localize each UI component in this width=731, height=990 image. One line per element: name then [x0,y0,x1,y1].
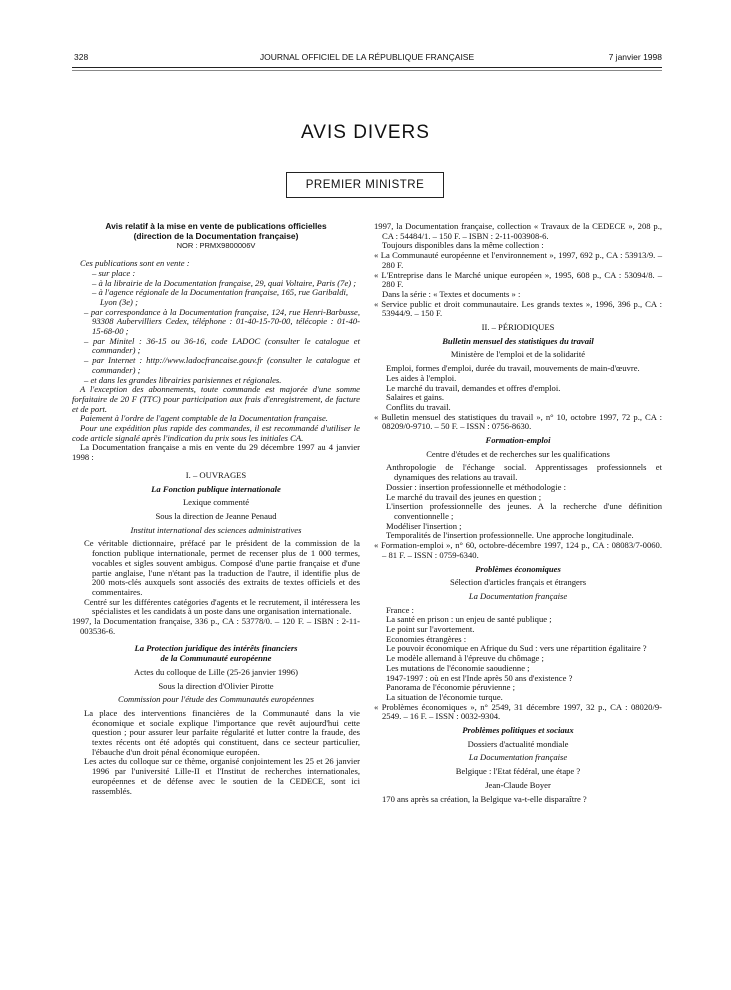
paragraph: – par Internet : http://www.ladocfrancaise.gouv.fr (consulter le catalogue et commander) ; [84,355,360,375]
paragraph: Problèmes économiques [475,563,561,574]
paragraph: Le marché du travail des jeunes en question ; [386,491,542,502]
paragraph: Toujours disponibles dans la même collection : [382,240,544,251]
paragraph: Panorama de l'économie péruvienne ; [386,682,515,693]
paragraph: I. – OUVRAGES [185,469,247,480]
paragraph: Pour une expédition plus rapide des commandes, il est recommandé d'utiliser le code article signalé après l'indication du prix sous les initiales CA. [72,423,360,443]
paragraph: Le marché du travail, demandes et offres d'emploi. [386,382,561,393]
paragraph: Bulletin mensuel des statistiques du travail [442,335,594,346]
paragraph: Sélection d'articles français et étrangers [449,577,587,588]
paragraph: Salaires et gains. [386,392,444,403]
paragraph: Emploi, formes d'emploi, durée du travail, mouvements de main-d'œuvre. [386,363,640,374]
paragraph: Le pouvoir économique en Afrique du Sud : vers une répartition égalitaire ? [386,643,647,654]
paragraph: – et dans les grandes librairies parisiennes et régionales. [84,374,282,385]
paragraph: Le point sur l'avortement. [386,624,475,635]
paragraph: Sous la direction d'Olivier Pirotte [158,680,274,691]
paragraph: Lexique commenté [182,497,250,508]
header-rule-secondary [72,70,662,71]
paragraph: Le modèle allemand à l'épreuve du chômage ; [386,653,544,664]
paragraph: – par Minitel : 36-15 ou 36-16, code LADOC (consulter le catalogue et commander) ; [84,335,360,356]
page-title: AVIS DIVERS [301,122,430,143]
paragraph: – par correspondance à la Documentation française, 124, rue Henri-Barbusse, 93308 Aubervilliers Cedex, téléphone : 01-40-15-70-00, télécopie : 01-40-15-68-00 ; [84,306,360,337]
paragraph: Ministère de l'emploi et de la solidarité [450,349,586,360]
paragraph: – à l'agence régionale de la Documentation française, 165, rue Garibaldi, Lyon (3e) ; [92,287,349,307]
paragraph: Temporalités de l'insertion professionnelle. Une approche longitudinale. [386,530,634,541]
paragraph: 1997, la Documentation française, 336 p., CA : 53778/0. – 120 F. – ISBN : 2-11-003536-6. [72,616,360,636]
paragraph: Paiement à l'ordre de l'agent comptable de la Documentation française. [80,413,328,424]
paragraph: Les aides à l'emploi. [386,372,457,383]
left-column [72,222,360,796]
paragraph: Avis relatif à la mise en vente de publications officielles [105,221,327,231]
paragraph: – sur place : [92,267,136,278]
paragraph: La Documentation française [468,752,568,763]
paragraph: Commission pour l'étude des Communautés européennes [117,694,315,705]
paragraph: France : [386,604,414,615]
paragraph: « Problèmes économiques », n° 2549, 31 décembre 1997, 32 p., CA : 08020/9-2549. – 16 F. – ISSN : 0032-9304. [374,701,662,722]
paragraph: Economies étrangères : [386,633,467,644]
paragraph: La Fonction publique internationale [151,483,281,494]
paragraph: NOR : PRMX9800006V [176,241,256,251]
paragraph: Ces publications sont en vente : [80,258,190,269]
paragraph: de la Communauté européenne [160,653,272,664]
header-rule [72,67,662,68]
paragraph: Formation-emploi [485,435,551,446]
paragraph: « Formation-emploi », n° 60, octobre-décembre 1997, 124 p., CA : 08083/7-0060. – 81 F. – ISSN : 0759-6340. [374,540,662,560]
paragraph: Dossiers d'actualité mondiale [467,738,569,749]
paragraph: Anthropologie de l'échange social. Apprentissages professionnels et dynamiques des relations au travail. [386,462,662,483]
paragraph: La Protection juridique des intérêts financiers [134,643,298,654]
paragraph: Problèmes politiques et sociaux [462,725,574,736]
paragraph: La Documentation française a mis en vente du 29 décembre 1997 au 4 janvier 1998 : [72,442,360,463]
paragraph: Dossier : insertion professionnelle et méthodologie : [386,481,566,492]
paragraph: A l'exception des abonnements, toute commande est majorée d'une somme forfaitaire de 20 F (TTC) pour participation aux frais d'enregistrement, de facture et de port. [72,384,360,414]
paragraph: « L'Entreprise dans le Marché unique européen », 1995, 608 p., CA : 53094/8. – 280 F. [374,269,662,290]
paragraph: Belgique : l'Etat fédéral, une étape ? [455,766,581,777]
paragraph: 170 ans après sa création, la Belgique va-t-elle disparaître ? [382,793,587,804]
paragraph: Institut international des sciences administratives [130,524,302,535]
paragraph: 1947-1997 : où en est l'Inde après 50 ans d'existence ? [386,672,573,683]
paragraph: « Bulletin mensuel des statistiques du travail », n° 10, octobre 1997, 72 p., CA : 08209/0-9710. – 50 F. – ISSN : 0756-8630. [374,411,662,432]
paragraph: La place des interventions financières de la Communauté dans la vie économique et sociale explique l'importance que revêt aujourd'hui cette question ; pour assurer leur parfaite régularité et lutter contre la fraude, des textes récents ont été adoptés qui constituent, dans ce secteur particulier, l'ébauche d'un droit pénal économique européen. [84,707,360,757]
paragraph: Modéliser l'insertion ; [386,520,462,531]
paragraph: Ce véritable dictionnaire, préfacé par le président de la commission de la fonction publique internationale, permet de recenser plus de 1 000 termes, vocables et sigles souvent ambigus. Composé d'une partie française et d'une partie anglaise, l'une n'étant pas la traduction de l'autre, il identifie plus de 200 mots-clés auxquels sont associés des extraits de textes officiels et des commentaires. [84,538,360,597]
paragraph: Actes du colloque de Lille (25-26 janvier 1996) [134,666,298,677]
paragraph: « Service public et droit communautaire. Les grands textes », 1996, 396 p., CA : 53944/9. – 150 F. [374,298,662,319]
section-box: PREMIER MINISTRE [286,172,444,198]
paragraph: Conflits du travail. [386,401,451,412]
paragraph: La situation de l'économie turque. [386,691,503,702]
paragraph: II. – PÉRIODIQUES [481,322,555,333]
paragraph: Les mutations de l'économie saoudienne ; [386,662,530,673]
paragraph: Sous la direction de Jeanne Penaud [155,510,277,521]
paragraph: Centre d'études et de recherches sur les qualifications [426,448,610,459]
paragraph: 1997, la Documentation française, collection « Travaux de la CEDECE », 208 p., CA : 54484/1. – 150 F. – ISBN : 2-11-003908-6. [374,221,662,241]
paragraph: – à la librairie de la Documentation française, 29, quai Voltaire, Paris (7e) ; [92,277,357,288]
paragraph: La santé en prison : un enjeu de santé publique ; [386,614,552,625]
paragraph: Centré sur les différentes catégories d'agents et le recrutement, il intéressera les spécialistes et les candidats à un poste dans une organisation internationale. [84,596,360,617]
paragraph: Les actes du colloque sur ce thème, organisé conjointement les 25 et 26 janvier 1996 par l'université Lille-II et l'Institut de recherches internationales, européennes et de défense avec le soutien de la CEDECE, sont ici rassemblés. [84,756,360,796]
paragraph: Dans la série : « Textes et documents » : [382,288,521,299]
page-number: 328 [74,52,89,62]
paragraph: La Documentation française [468,590,568,601]
paragraph: « La Communauté européenne et l'environnement », 1997, 692 p., CA : 53913/9. – 280 F. [374,250,662,270]
journal-title: JOURNAL OFFICIEL DE LA RÉPUBLIQUE FRANÇAISE [259,52,475,62]
issue-date: 7 janvier 1998 [608,52,662,62]
right-column [374,222,662,804]
paragraph: Jean-Claude Boyer [485,779,551,790]
paragraph: L'insertion professionnelle des jeunes. A la recherche d'une définition conventionnelle ; [386,501,662,521]
paragraph: (direction de la Documentation française) [133,230,299,241]
